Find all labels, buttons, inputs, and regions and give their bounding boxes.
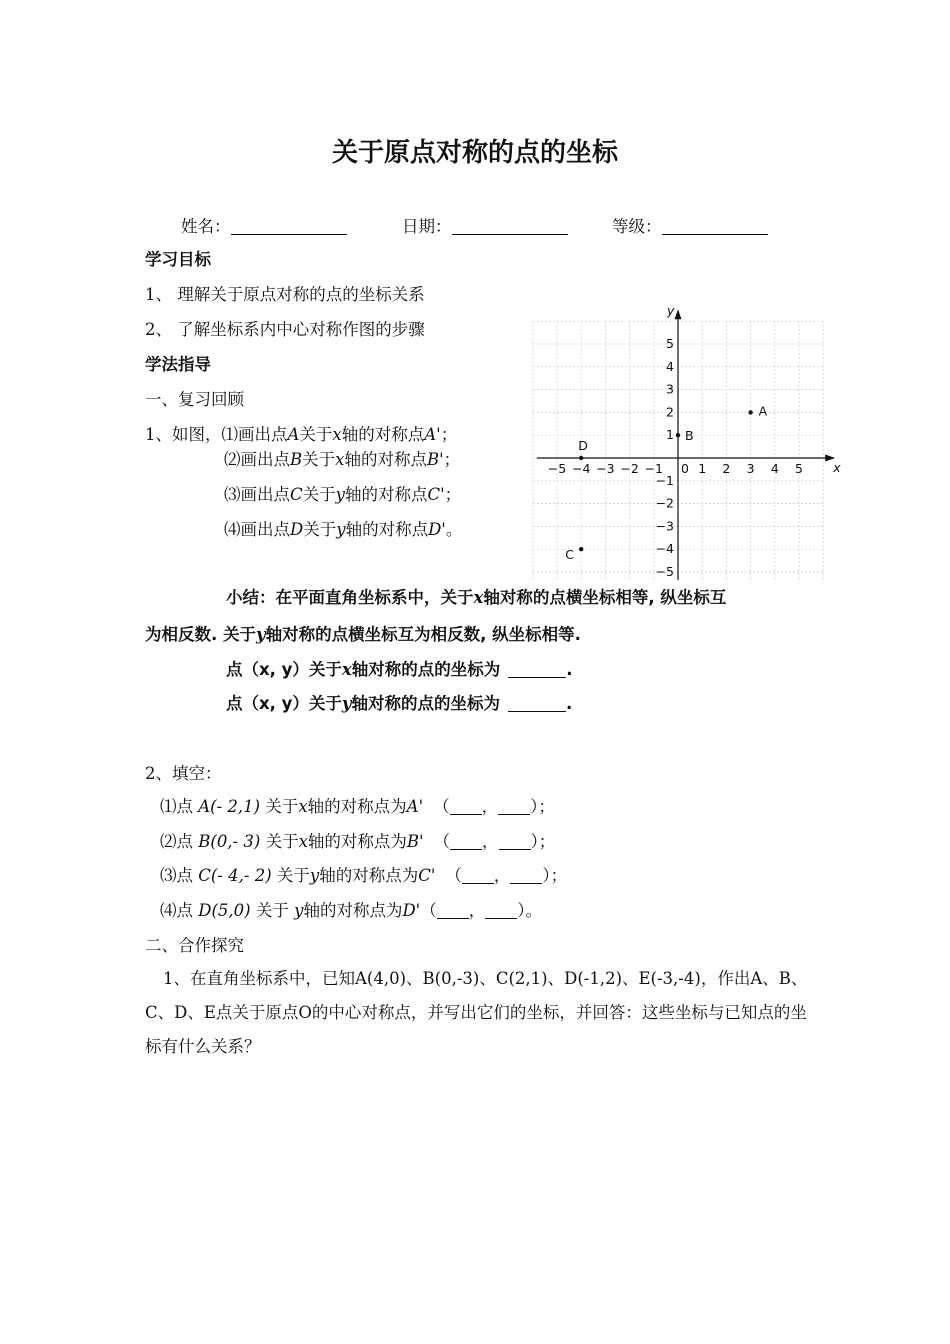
coop-paragraph: 1、在直角坐标系中，已知A(4,0)、B(0,-3)、C(2,1)、D(-1,2)、E(-3,-4)，作出A、B、C、D、E点关于原点O的中心对称点，并写出它们的坐标，并回答：这些坐标与已知点的坐标有什么关系？ — [145, 969, 808, 1056]
name-field — [181, 213, 347, 237]
q2-i4-sym: 轴的对称点为 — [303, 901, 403, 920]
q2-i2-num: ⑵ — [160, 832, 177, 851]
q1-p3-sym: 轴的对称点 — [344, 485, 428, 504]
y-tick-label: 1 — [666, 427, 674, 443]
summary-rest-1: 轴对称的点横坐标相等, 纵坐标互 — [483, 588, 727, 607]
x-tick-labels — [548, 461, 803, 476]
q2-i3-blank-y[interactable] — [510, 865, 542, 884]
q1-p3-text: 画出点 — [240, 485, 290, 504]
q2-i3-point: C(- 4,- 2) — [198, 866, 272, 885]
q2-i4-blank-x[interactable] — [437, 900, 469, 919]
q1-p1-num: ⑴ — [221, 425, 238, 444]
q1-lead: 1、如图， — [145, 425, 222, 444]
y-tick-label: 5 — [666, 336, 674, 351]
q2-i3-close: ）； — [542, 866, 568, 885]
q2-i1-a: 点 — [176, 797, 193, 816]
y-axis-arrow — [675, 309, 682, 319]
q2-i3-about: 关于 — [276, 866, 310, 885]
q2-i4-about: 关于 — [255, 901, 289, 920]
q2-i4-open: （ — [420, 901, 437, 920]
q2-i3-open: （ — [445, 866, 462, 885]
q2-i2-point: B(0,- 3) — [198, 832, 261, 851]
coordinate-graph — [528, 298, 848, 588]
q1-p3-about: 关于 — [302, 485, 336, 504]
q2-i1-answer: A' — [406, 797, 424, 816]
q2-i4-close: ）。 — [517, 901, 542, 920]
q1-p1-answer: A' — [424, 425, 441, 444]
q2-i2-about: 关于 — [265, 832, 299, 851]
goal-item-2: 2、 了解坐标系内中心对称作图的步骤 — [145, 320, 425, 339]
summary-qx-blank[interactable] — [508, 659, 566, 678]
q1-p1-sym: 轴的对称点 — [341, 425, 425, 444]
x-tick-label: −3 — [596, 461, 615, 476]
method-heading: 学法指导 — [145, 355, 211, 374]
x-tick-label: −1 — [644, 461, 664, 476]
q1-p1-text: 画出点 — [238, 425, 288, 444]
point-a-marker — [748, 410, 752, 414]
summary-question-y — [226, 690, 572, 714]
q1-p4-axis: y — [336, 520, 346, 539]
x-tick-label: 2 — [722, 461, 731, 476]
q2-i1-point: A(- 2,1) — [198, 797, 261, 816]
q1-p1-end: ； — [440, 425, 458, 444]
y-tick-label: 4 — [666, 358, 674, 374]
name-blank[interactable] — [231, 216, 347, 235]
q1-p2-text: 画出点 — [240, 450, 290, 469]
q2-i2-sym: 轴的对称点为 — [307, 832, 407, 851]
q2-i4-comma: ， — [468, 901, 486, 920]
point-d-marker — [579, 456, 583, 460]
point-c-marker — [579, 547, 583, 551]
q2-i1-num: ⑴ — [160, 797, 177, 816]
summary-qy-axis: y — [341, 694, 352, 713]
q2-i4-a: 点 — [176, 901, 193, 920]
summary-line-2a: 为相反数. 关于 — [145, 625, 257, 644]
q1-p4-point: D — [290, 520, 304, 539]
q1-p4-text: 画出点 — [240, 520, 290, 539]
point-b-label: B — [685, 428, 694, 444]
y-tick-label: −3 — [655, 518, 674, 534]
page-title: 关于原点对称的点的坐标 — [331, 138, 618, 168]
q2-i3-num: ⑶ — [160, 866, 177, 885]
y-tick-label: −1 — [655, 472, 674, 488]
date-blank[interactable] — [452, 216, 568, 235]
q1-p2-num: ⑵ — [224, 450, 241, 469]
point-b-marker — [676, 433, 680, 437]
q2-heading: 2、填空： — [145, 764, 222, 783]
point-a-label: A — [758, 403, 768, 419]
q1-p2-axis: x — [335, 450, 345, 469]
q2-i3-axis: y — [309, 866, 320, 885]
q1-p2-end: ； — [443, 450, 461, 469]
summary-qy-period: . — [566, 694, 573, 713]
x-tick-label: 3 — [746, 461, 755, 476]
q2-i1-comma: ， — [481, 797, 499, 816]
y-axis-label: y — [667, 303, 675, 319]
goals-heading: 学习目标 — [145, 250, 211, 269]
coop-heading: 二、合作探究 — [145, 936, 244, 955]
q1-p2-point: B — [290, 450, 303, 469]
summary-question-x — [226, 656, 573, 680]
q2-i3-a: 点 — [176, 866, 193, 885]
q2-i1-close: ）； — [530, 797, 555, 816]
q1-line-2 — [224, 446, 460, 470]
y-tick-label: −4 — [655, 541, 674, 557]
q2-i2-open: （ — [433, 832, 451, 851]
goal-item-1: 1、 理解关于原点对称的点的坐标关系 — [145, 285, 425, 304]
x-tick-label: 5 — [795, 461, 803, 476]
q2-i2-a: 点 — [176, 832, 193, 851]
grade-blank[interactable] — [662, 216, 768, 235]
q2-i2-blank-x[interactable] — [450, 831, 482, 850]
q2-i4-num: ⑷ — [160, 901, 177, 920]
q1-p3-answer: C' — [427, 485, 445, 504]
q2-i1-open: （ — [433, 797, 450, 816]
q2-i2-answer: B' — [406, 832, 424, 851]
q2-item-1 — [160, 793, 555, 817]
q1-p4-num: ⑷ — [224, 520, 241, 539]
q1-p4-answer: D' — [428, 520, 446, 539]
summary-qy-b: 轴对称的点的坐标为 — [351, 694, 501, 713]
q2-i4-blank-y[interactable] — [485, 900, 517, 919]
q1-p1-about: 关于 — [299, 425, 333, 444]
q1-p2-sym: 轴的对称点 — [344, 450, 427, 469]
q2-item-3 — [160, 862, 567, 886]
summary-qy-blank[interactable] — [508, 693, 566, 712]
review-heading: 一、复习回顾 — [145, 390, 244, 409]
q2-i2-axis: x — [298, 832, 308, 851]
q2-i3-sym: 轴的对称点为 — [319, 866, 419, 885]
q2-i2-close: ）； — [530, 832, 556, 851]
q1-p4-sym: 轴的对称点 — [345, 520, 429, 539]
summary-line-2 — [145, 621, 581, 645]
x-tick-label: −2 — [620, 461, 639, 476]
y-tick-label: 2 — [666, 404, 674, 420]
x-tick-label: 4 — [770, 461, 779, 476]
q1-p3-axis: y — [335, 485, 345, 504]
summary-x-axis: x — [473, 588, 484, 607]
q2-i1-blank-x[interactable] — [450, 796, 482, 815]
q1-line-4 — [224, 516, 462, 540]
x-axis-label: x — [833, 460, 841, 475]
q2-i2-blank-y[interactable] — [499, 831, 531, 850]
q2-i3-answer: C' — [418, 866, 436, 885]
summary-y-axis: y — [256, 625, 266, 644]
summary-line-1 — [226, 584, 726, 608]
q2-item-2 — [160, 828, 555, 852]
q2-i3-blank-x[interactable] — [462, 865, 494, 884]
q2-i1-blank-y[interactable] — [498, 796, 530, 815]
summary-label: 小结：在平面直角坐标系中，关于 — [226, 588, 474, 607]
q2-i4-point: D(5,0) — [198, 901, 251, 920]
date-field — [402, 213, 568, 237]
q2-i2-comma: ， — [482, 832, 499, 851]
q1-p1-axis: x — [332, 425, 342, 444]
q1-p4-about: 关于 — [303, 520, 337, 539]
q1-line-1 — [145, 421, 457, 445]
q2-i4-axis: y — [294, 901, 304, 920]
q1-p3-num: ⑶ — [224, 485, 241, 504]
date-label: 日期： — [402, 217, 452, 236]
q1-p2-about: 关于 — [302, 450, 336, 469]
q1-p3-point: C — [290, 485, 303, 504]
q2-i4-answer: D' — [402, 901, 421, 920]
grade-label: 等级： — [612, 217, 662, 236]
x-tick-label: −4 — [571, 461, 591, 476]
summary-qy-a: 点（x, y）关于 — [226, 694, 342, 713]
point-d-label: D — [578, 438, 588, 453]
y-tick-label: −5 — [655, 564, 674, 579]
y-tick-label: 3 — [666, 381, 674, 397]
y-tick-label: −2 — [655, 495, 674, 511]
origin-label: 0 — [681, 461, 689, 476]
q2-i1-about: 关于 — [265, 797, 299, 816]
point-c-label: C — [565, 547, 574, 563]
q1-line-3 — [224, 481, 461, 505]
x-tick-label: −5 — [547, 461, 567, 476]
summary-qx-a: 点（x, y）关于 — [226, 660, 342, 679]
q2-item-4 — [160, 897, 542, 921]
grade-field — [612, 213, 768, 237]
summary-qx-axis: x — [341, 660, 352, 679]
q1-p1-point: A — [287, 425, 300, 444]
q1-p2-answer: B' — [426, 450, 444, 469]
q2-i1-sym: 轴的对称点为 — [307, 797, 407, 816]
summary-qx-b: 轴对称的点的坐标为 — [351, 660, 501, 679]
q2-i1-axis: x — [298, 797, 308, 816]
x-tick-label: 1 — [698, 461, 707, 476]
name-label: 姓名： — [181, 217, 231, 236]
q1-p4-end: 。 — [445, 520, 463, 539]
summary-line-2b: 轴对称的点横坐标互为相反数, 纵坐标相等. — [265, 625, 581, 644]
q2-i3-comma: ， — [493, 866, 511, 885]
q1-p3-end: ； — [444, 485, 462, 504]
summary-qx-period: . — [566, 660, 573, 679]
